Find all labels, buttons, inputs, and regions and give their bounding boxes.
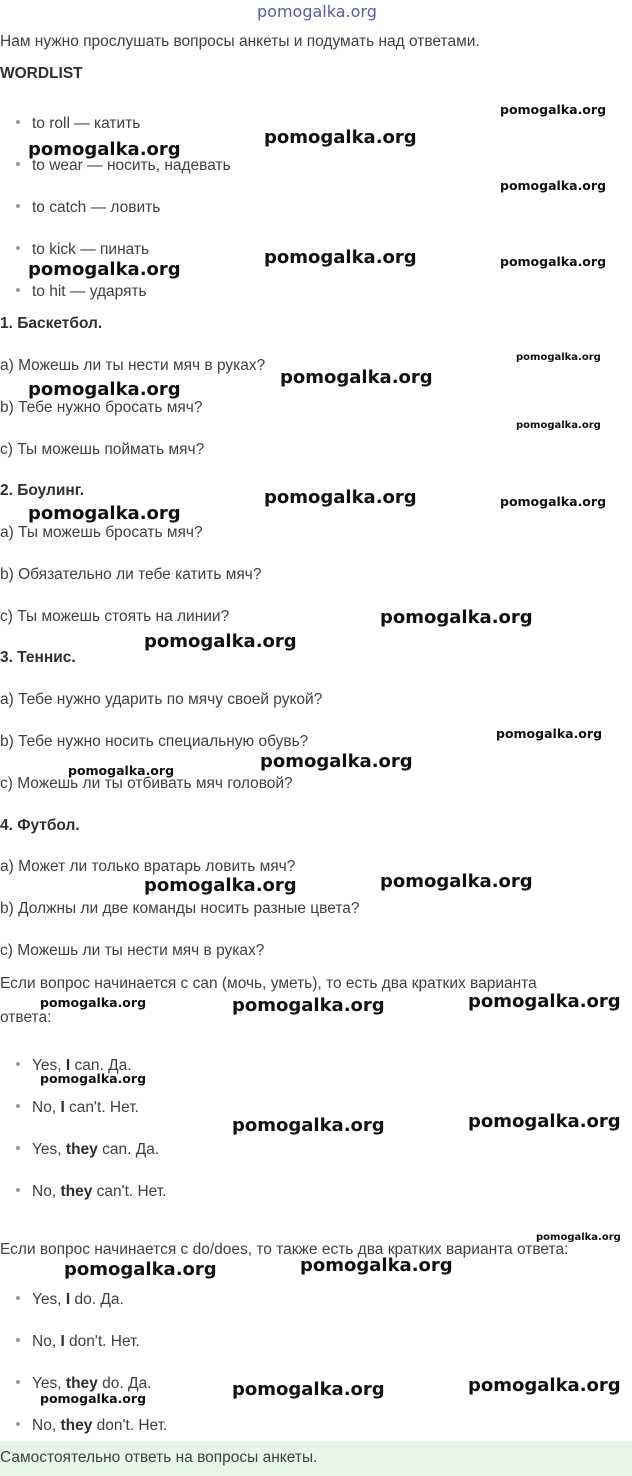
- answer-item: [16, 1416, 167, 1436]
- watermark: pomogalka.org: [28, 503, 181, 524]
- section-title: 2. Боулинг.: [0, 482, 85, 499]
- watermark: pomogalka.org: [380, 607, 533, 628]
- answer-pre: Yes,: [32, 1291, 66, 1308]
- answer-pre: Yes,: [32, 1057, 66, 1074]
- watermark: pomogalka.org: [280, 367, 433, 388]
- answer-pre: No,: [32, 1417, 61, 1434]
- watermark: pomogalka.org: [40, 1071, 147, 1086]
- bullet-icon: [16, 288, 20, 292]
- answer-pronoun: I: [65, 1291, 71, 1308]
- watermark: pomogalka.org: [68, 763, 175, 778]
- site-link[interactable]: pomogalka.org: [257, 2, 377, 21]
- wordlist-item-text: to catch — ловить: [32, 199, 161, 216]
- intro-text: Нам нужно прослушать вопросы анкеты и подумать над ответами.: [0, 33, 480, 50]
- wordlist-title: WORDLIST: [0, 65, 83, 82]
- answer-pronoun: they: [60, 1183, 93, 1200]
- watermark: pomogalka.org: [28, 379, 181, 400]
- wordlist-item-text: to wear — носить, надевать: [32, 157, 231, 174]
- watermark: pomogalka.org: [468, 1375, 621, 1396]
- wordlist-item-text: to hit — ударять: [32, 283, 147, 300]
- watermark: pomogalka.org: [264, 247, 417, 268]
- bullet-icon: [16, 1422, 20, 1426]
- bullet-icon: [16, 246, 20, 250]
- watermark: pomogalka.org: [28, 259, 181, 280]
- answer-pronoun: I: [60, 1099, 65, 1116]
- question: а) Ты можешь бросать мяч?: [0, 524, 203, 541]
- watermark: pomogalka.org: [144, 631, 297, 652]
- watermark: pomogalka.org: [28, 139, 181, 160]
- answer-post: don't. Нет.: [92, 1417, 168, 1434]
- question: с) Ты можешь поймать мяч?: [0, 441, 205, 458]
- watermark: pomogalka.org: [40, 1391, 147, 1406]
- question: а) Можешь ли ты нести мяч в руках?: [0, 357, 266, 374]
- watermark: pomogalka.org: [536, 1232, 621, 1243]
- bullet-icon: [16, 1104, 20, 1108]
- answer-item: [16, 1098, 139, 1118]
- question: b) Тебе нужно носить специальную обувь?: [0, 733, 309, 750]
- answer-post: don't. Нет.: [64, 1333, 140, 1350]
- answer-post: can't. Нет.: [92, 1183, 167, 1200]
- question: с) Ты можешь стоять на линии?: [0, 608, 230, 625]
- section-title: 3. Теннис.: [0, 649, 76, 666]
- answer-pre: No,: [32, 1183, 61, 1200]
- footer-text: Самостоятельно ответь на вопросы анкеты.: [0, 1449, 318, 1466]
- answer-pre: Yes,: [32, 1141, 66, 1158]
- bullet-icon: [16, 1188, 20, 1192]
- watermark: pomogalka.org: [468, 1111, 621, 1132]
- watermark: pomogalka.org: [64, 1259, 217, 1280]
- answer-pronoun: they: [65, 1375, 98, 1392]
- wordlist-item-text: to roll — катить: [32, 115, 141, 132]
- watermark: pomogalka.org: [232, 1379, 385, 1400]
- question: b) Должны ли две команды носить разные цвета?: [0, 900, 360, 917]
- answer-pronoun: I: [65, 1057, 71, 1074]
- can-rule-line2: ответа:: [0, 1009, 52, 1026]
- watermark: pomogalka.org: [500, 178, 607, 193]
- question: а) Может ли только вратарь ловить мяч?: [0, 858, 296, 875]
- watermark: pomogalka.org: [144, 875, 297, 896]
- watermark: pomogalka.org: [516, 352, 601, 363]
- answer-item: [16, 1140, 159, 1160]
- watermark: pomogalka.org: [496, 726, 603, 741]
- question: с) Можешь ли ты отбивать мяч головой?: [0, 775, 293, 792]
- watermark: pomogalka.org: [468, 991, 621, 1012]
- bullet-icon: [16, 204, 20, 208]
- answer-post: can. Да.: [70, 1057, 132, 1074]
- wordlist-item: [16, 240, 149, 260]
- watermark: pomogalka.org: [232, 1115, 385, 1136]
- bullet-icon: [16, 1380, 20, 1384]
- section-title: 4. Футбол.: [0, 817, 80, 834]
- wordlist-item: [16, 282, 147, 302]
- answer-post: can't. Нет.: [64, 1099, 139, 1116]
- watermark: pomogalka.org: [300, 1255, 453, 1276]
- watermark: pomogalka.org: [40, 995, 147, 1010]
- answer-pronoun: they: [65, 1141, 98, 1158]
- bullet-icon: [16, 1062, 20, 1066]
- answer-post: do. Да.: [70, 1291, 124, 1308]
- question: с) Можешь ли ты нести мяч в руках?: [0, 942, 265, 959]
- watermark: pomogalka.org: [232, 995, 385, 1016]
- bullet-icon: [16, 162, 20, 166]
- answer-item: [16, 1332, 140, 1352]
- watermark: pomogalka.org: [516, 420, 601, 431]
- answer-pronoun: they: [60, 1417, 93, 1434]
- question: b) Тебе нужно бросать мяч?: [0, 399, 203, 416]
- answer-post: do. Да.: [97, 1375, 152, 1392]
- answer-pre: Yes,: [32, 1375, 66, 1392]
- watermark: pomogalka.org: [500, 102, 607, 117]
- bullet-icon: [16, 1296, 20, 1300]
- bullet-icon: [16, 120, 20, 124]
- answer-item: [16, 1182, 166, 1202]
- watermark: pomogalka.org: [500, 494, 607, 509]
- answer-pronoun: I: [60, 1333, 65, 1350]
- answer-pre: No,: [32, 1099, 61, 1116]
- watermark: pomogalka.org: [264, 127, 417, 148]
- wordlist-item: [16, 198, 160, 218]
- wordlist-item-text: to kick — пинать: [32, 241, 150, 258]
- wordlist-item: [16, 114, 140, 134]
- watermark: pomogalka.org: [380, 871, 533, 892]
- answer-pre: No,: [32, 1333, 61, 1350]
- question: b) Обязательно ли тебе катить мяч?: [0, 566, 262, 583]
- question: а) Тебе нужно ударить по мячу своей рукой?: [0, 691, 323, 708]
- watermark: pomogalka.org: [260, 751, 413, 772]
- do-rule: Если вопрос начинается с do/does, то также есть два кратких варианта ответа:: [0, 1241, 569, 1258]
- answer-post: can. Да.: [97, 1141, 160, 1158]
- bullet-icon: [16, 1338, 20, 1342]
- bullet-icon: [16, 1146, 20, 1150]
- section-title: 1. Баскетбол.: [0, 315, 103, 332]
- answer-item: [16, 1290, 124, 1310]
- watermark: pomogalka.org: [500, 254, 607, 269]
- watermark: pomogalka.org: [264, 487, 417, 508]
- footer-banner: [0, 1441, 632, 1476]
- can-rule-line1: Если вопрос начинается с can (мочь, уметь), то есть два кратких варианта: [0, 975, 537, 992]
